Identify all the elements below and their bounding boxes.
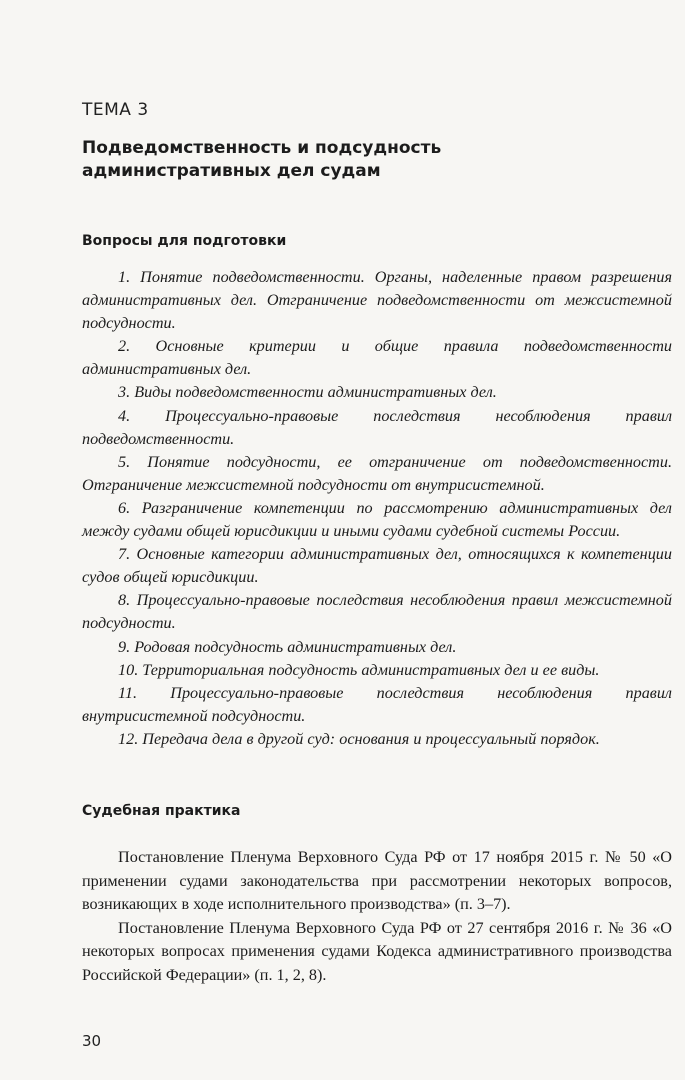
questions-heading: Вопросы для подготовки (82, 233, 287, 249)
practice-item: Постановление Пленума Верховного Суда РФ от 27 сентября 2016 г. № 36 «О некоторых вопросах применения судами Кодекса административного производства Российской Федерации» (п. 1, 2, 8). (82, 918, 672, 984)
questions-list (82, 266, 672, 751)
theme-label: ТЕМА 3 (82, 100, 149, 120)
question-item: 2. Основные критерии и общие правила подведомственности административных дел. (82, 337, 672, 379)
page-title-line-2: административных дел судам (82, 161, 381, 181)
page-title-line-1: Подведомственность и подсудность (82, 138, 442, 158)
practice-heading: Судебная практика (82, 803, 241, 819)
question-item: 8. Процессуально-правовые последствия несоблюдения правил межсистемной подсудности. (82, 591, 672, 633)
question-item: 4. Процессуально-правовые последствия несоблюдения правил подведомственности. (82, 406, 672, 448)
practice-item: Постановление Пленума Верховного Суда РФ от 17 ноября 2015 г. № 50 «О применении судами законодательства при рассмотрении некоторых вопросов, возникающих в ходе исполнительного производства» (п. 3–7). (82, 848, 672, 913)
question-item: 6. Разграничение компетенции по рассмотрению административных дел между судами общей юрисдикции и иными судами судебной системы России. (82, 498, 672, 541)
page-title (82, 137, 441, 183)
question-item: 10. Территориальная подсудность административных дел и ее виды. (118, 660, 600, 679)
question-item: 11. Процессуально-правовые последствия несоблюдения правил внутрисистемной подсудности. (82, 683, 672, 725)
question-item: 12. Передача дела в другой суд: основания и процессуальный порядок. (118, 729, 600, 748)
question-item: 1. Понятие подведомственности. Органы, наделенные правом разрешения административных дел. Отграничение подведомственности от межсистемной подсудности. (82, 268, 672, 333)
question-item: 3. Виды подведомственности административных дел. (118, 383, 497, 402)
question-item: 5. Понятие подсудности, ее отграничение от подведомственности. Отграничение межсистемной подсудности от внутрисистемной. (82, 452, 672, 494)
book-page (82, 0, 672, 1080)
question-item: 7. Основные категории административных дел, относящихся к компетенции судов общей юрисдикции. (82, 545, 672, 587)
page-number: 30 (82, 1032, 102, 1050)
question-item: 9. Родовая подсудность административных дел. (118, 637, 457, 656)
practice-list (82, 846, 672, 987)
